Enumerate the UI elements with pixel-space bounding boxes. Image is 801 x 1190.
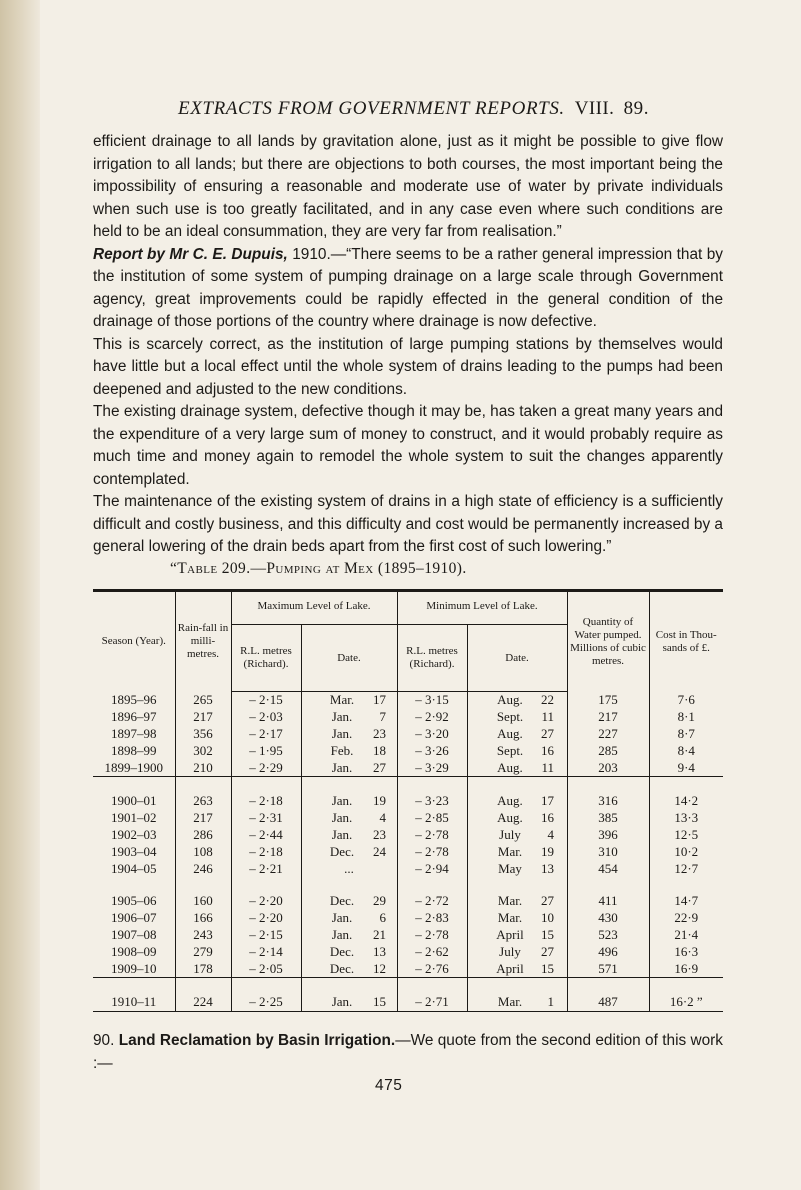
cell-day: 23 <box>373 826 386 842</box>
cell-rainfall: 108 <box>175 843 231 860</box>
table-row <box>93 943 723 960</box>
paragraph-dupuis-report <box>93 244 723 334</box>
page-gutter-shadow <box>0 0 40 1190</box>
cell-cost: 12·7 <box>649 860 723 877</box>
cell-month: Sept. <box>496 709 524 725</box>
table-row <box>93 759 723 776</box>
table-row <box>93 843 723 860</box>
cell-min-rl: – 2·78 <box>397 843 467 860</box>
cell-max-rl: – 2·05 <box>231 960 301 977</box>
cell-min-date <box>467 977 567 1011</box>
cell-max-rl: – 2·17 <box>231 726 301 743</box>
cell-season: 1906–07 <box>111 910 157 926</box>
cell-month: Mar. <box>497 893 523 909</box>
cell-season: 1904–05 <box>111 860 157 876</box>
cell-quantity: 396 <box>567 827 649 844</box>
table-row <box>93 860 723 877</box>
cell-month: Jan. <box>331 810 353 826</box>
header-max-date: Date. <box>301 625 397 692</box>
cell-month: Mar. <box>497 910 523 926</box>
table-row <box>93 692 723 709</box>
header-min-rl: R.L. metres (Richard). <box>397 625 467 692</box>
cell-day: 19 <box>541 843 554 859</box>
cell-season: 1896–97 <box>111 709 157 725</box>
cell-max-date <box>301 810 397 827</box>
cell-quantity: 316 <box>567 776 649 809</box>
cell-max-date <box>301 726 397 743</box>
section-90-text: —We quote from the second edition of this work :— <box>93 1032 724 1072</box>
cell-min-rl: – 2·92 <box>397 709 467 726</box>
cell-day: 27 <box>541 725 554 741</box>
table-caption <box>170 560 730 578</box>
cell-day: 29 <box>373 893 386 909</box>
cell-min-rl: – 2·72 <box>397 877 467 910</box>
cell-season: 1908–09 <box>111 943 157 959</box>
cell-cost: 10·2 <box>649 843 723 860</box>
cell-max-rl: – 2·18 <box>231 776 301 809</box>
cell-season: 1903–04 <box>111 843 157 859</box>
cell-quantity: 496 <box>567 943 649 960</box>
cell-day: 7 <box>379 709 386 725</box>
cell-month: Mar. <box>497 994 523 1010</box>
cell-day: 17 <box>373 692 386 708</box>
cell-rainfall: 178 <box>175 960 231 977</box>
cell-cost: 21·4 <box>649 927 723 944</box>
table-row <box>93 910 723 927</box>
cell-day: 19 <box>373 793 386 809</box>
header-cost: Cost in Thou-sands of £. <box>649 591 723 692</box>
folio-number: 475 <box>375 1077 403 1094</box>
cell-month: Sept. <box>496 742 524 758</box>
cell-season: 1897–98 <box>111 725 157 741</box>
cell-month: July <box>499 826 521 842</box>
cell-day: 1 <box>547 994 554 1010</box>
cell-cost: 8·1 <box>649 709 723 726</box>
cell-max-rl: – 2·29 <box>231 759 301 776</box>
cell-month: Dec. <box>329 960 355 976</box>
cell-quantity: 285 <box>567 742 649 759</box>
cell-min-date <box>467 692 567 709</box>
cell-max-date: ... <box>301 860 397 877</box>
cell-max-date <box>301 709 397 726</box>
cell-day: 27 <box>541 893 554 909</box>
cell-season: 1895–96 <box>111 692 157 708</box>
cell-cost: 14·2 <box>649 776 723 809</box>
cell-month: Aug. <box>497 692 523 708</box>
cell-min-date <box>467 960 567 977</box>
cell-day: 17 <box>541 793 554 809</box>
cell-cost: 12·5 <box>649 827 723 844</box>
cell-day: 4 <box>547 826 554 842</box>
cell-min-rl: – 2·76 <box>397 960 467 977</box>
cell-day: 4 <box>379 810 386 826</box>
cell-quantity: 487 <box>567 977 649 1011</box>
cell-min-rl: – 2·94 <box>397 860 467 877</box>
cell-cost: 22·9 <box>649 910 723 927</box>
cell-min-date <box>467 860 567 877</box>
cell-cost: 13·3 <box>649 810 723 827</box>
cell-max-rl: – 2·18 <box>231 843 301 860</box>
cell-day: 13 <box>541 860 554 876</box>
cell-month: Jan. <box>331 725 353 741</box>
paragraph-existing-system: The existing drainage system, defective though it may be, has taken a great many years and the expenditure of a very large sum of money to construct, and it would probably require as much time and money again to remodel the whole system to suit the changes apparently contemplated. <box>93 403 723 488</box>
cell-min-date <box>467 843 567 860</box>
cell-rainfall: 224 <box>175 977 231 1011</box>
cell-quantity: 217 <box>567 709 649 726</box>
pumping-table <box>93 589 723 1012</box>
cell-month: April <box>496 960 524 976</box>
body-text <box>93 131 723 559</box>
cell-min-rl: – 3·20 <box>397 726 467 743</box>
cell-cost: 14·7 <box>649 877 723 910</box>
table-row <box>93 742 723 759</box>
cell-quantity: 203 <box>567 759 649 776</box>
caption-title: Table 209.—Pumping at Mex <box>177 560 374 577</box>
table-row <box>93 709 723 726</box>
cell-rainfall: 217 <box>175 709 231 726</box>
cell-max-rl: – 2·44 <box>231 827 301 844</box>
table-row <box>93 776 723 809</box>
cell-day: 11 <box>541 709 554 725</box>
cell-min-date <box>467 927 567 944</box>
cell-max-date <box>301 977 397 1011</box>
cell-rainfall: 210 <box>175 759 231 776</box>
cell-quantity: 411 <box>567 877 649 910</box>
cell-rainfall: 217 <box>175 810 231 827</box>
cell-max-date <box>301 827 397 844</box>
cell-cost: 8·4 <box>649 742 723 759</box>
cell-max-rl: – 1·95 <box>231 742 301 759</box>
cell-max-rl: – 2·20 <box>231 877 301 910</box>
cell-day: 16 <box>541 742 554 758</box>
cell-season: 1910–11 <box>93 977 175 1011</box>
cell-min-date <box>467 726 567 743</box>
cell-month: April <box>496 926 524 942</box>
cell-max-rl: – 2·20 <box>231 910 301 927</box>
cell-min-rl: – 2·83 <box>397 910 467 927</box>
cell-cost: 7·6 <box>649 692 723 709</box>
running-header <box>178 98 650 120</box>
cell-rainfall: 356 <box>175 726 231 743</box>
section-90-heading: Land Reclamation by Basin Irrigation. <box>118 1032 396 1049</box>
cell-rainfall: 286 <box>175 827 231 844</box>
cell-season: 1901–02 <box>111 810 157 826</box>
cell-max-date <box>301 759 397 776</box>
cell-min-rl: – 2·71 <box>397 977 467 1011</box>
cell-day: 15 <box>541 926 554 942</box>
cell-quantity: 571 <box>567 960 649 977</box>
cell-max-date <box>301 877 397 910</box>
running-title: EXTRACTS FROM GOVERNMENT REPORTS. <box>178 98 565 119</box>
cell-rainfall: 302 <box>175 742 231 759</box>
cell-season: 1900–01 <box>111 793 157 809</box>
cell-month: Aug. <box>497 810 523 826</box>
table-row <box>93 960 723 977</box>
cell-month: Feb. <box>330 742 354 758</box>
caption-open-quote: “ <box>170 560 178 577</box>
cell-cost: 9·4 <box>649 759 723 776</box>
cell-max-rl: – 2·03 <box>231 709 301 726</box>
cell-max-rl: – 2·15 <box>231 692 301 709</box>
cell-season: 1907–08 <box>111 926 157 942</box>
cell-quantity: 385 <box>567 810 649 827</box>
cell-month: Mar. <box>497 843 523 859</box>
cell-min-date <box>467 910 567 927</box>
cell-min-date <box>467 877 567 910</box>
cell-max-date <box>301 843 397 860</box>
cell-rainfall: 160 <box>175 877 231 910</box>
cell-month: Jan. <box>331 793 353 809</box>
section-90-number: 90. <box>93 1032 115 1049</box>
cell-month: Jan. <box>331 759 353 775</box>
paragraph-maintenance: The maintenance of the existing system of drains in a high state of efficiency is a sufficiently difficult and costly business, and this difficulty and cost would be permanently increased by a general lowering of the drain beds apart from the first cost of such lowering.” <box>93 493 723 555</box>
cell-max-date <box>301 927 397 944</box>
table-body <box>93 692 723 1012</box>
cell-quantity: 310 <box>567 843 649 860</box>
cell-month: Jan. <box>331 994 353 1010</box>
cell-day: 23 <box>373 725 386 741</box>
cell-min-rl: – 2·85 <box>397 810 467 827</box>
caption-range: (1895–1910). <box>373 560 467 577</box>
header-min-level: Minimum Level of Lake. <box>397 591 567 625</box>
cell-cost: 8·7 <box>649 726 723 743</box>
cell-month: Jan. <box>331 910 353 926</box>
table-row <box>93 927 723 944</box>
cell-min-rl: – 2·62 <box>397 943 467 960</box>
cell-month: Aug. <box>497 725 523 741</box>
cell-min-rl: – 3·15 <box>397 692 467 709</box>
cell-day: 10 <box>541 910 554 926</box>
cell-max-date <box>301 960 397 977</box>
cell-rainfall: 243 <box>175 927 231 944</box>
cell-min-date <box>467 709 567 726</box>
cell-max-date <box>301 692 397 709</box>
cell-day: 11 <box>541 759 554 775</box>
cell-min-rl: – 2·78 <box>397 827 467 844</box>
header-min-date: Date. <box>467 625 567 692</box>
cell-month: Aug. <box>497 793 523 809</box>
cell-day: 13 <box>373 943 386 959</box>
cell-min-date <box>467 810 567 827</box>
cell-day: 12 <box>373 960 386 976</box>
cell-min-date <box>467 943 567 960</box>
cell-rainfall: 265 <box>175 692 231 709</box>
cell-rainfall: 166 <box>175 910 231 927</box>
report-quote: 1910.—“There seems to be a rather general impression that by the institution of some system of pumping drainage on a large scale through Government agency, great improvements could be rapidly effected in the general condition of the drainage of those portions of the country where drainage is now defective. <box>93 245 723 330</box>
cell-month: Jan. <box>331 709 353 725</box>
report-citation: Report by Mr C. E. Dupuis, <box>93 245 288 263</box>
cell-quantity: 227 <box>567 726 649 743</box>
cell-min-date <box>467 827 567 844</box>
page-number: 89. <box>623 98 650 119</box>
paragraph-continuation: efficient drainage to all lands by gravitation alone, just as it might be possible to give flow irrigation to all lands; but there are objections to both courses, the most important being the impossibility of ensuring a reasonable and moderate use of water by private individuals when such use is too greatly facilitated, and in any case even where such conditions are held to be an ideal consummation, they are very far from realisation.” <box>93 133 723 240</box>
cell-max-rl: – 2·25 <box>231 977 301 1011</box>
header-season: Season (Year). <box>93 591 175 692</box>
cell-min-rl: – 3·29 <box>397 759 467 776</box>
cell-max-date <box>301 776 397 809</box>
cell-month: Dec. <box>329 893 355 909</box>
header-max-level: Maximum Level of Lake. <box>231 591 397 625</box>
paragraph-pumping-stations: This is scarcely correct, as the institution of large pumping stations by themselves would have little but a local effect until the whole system of drains leading to the pumps had been deepened and adjusted to the new conditions. <box>93 335 723 398</box>
cell-month: Dec. <box>329 843 355 859</box>
cell-month: Jan. <box>331 926 353 942</box>
cell-max-date <box>301 742 397 759</box>
cell-max-rl: – 2·15 <box>231 927 301 944</box>
cell-quantity: 430 <box>567 910 649 927</box>
cell-day: 15 <box>373 994 386 1010</box>
cell-cost: 16·9 <box>649 960 723 977</box>
header-rainfall: Rain-fall in milli-metres. <box>175 591 231 692</box>
table-row <box>93 977 723 1011</box>
cell-rainfall: 279 <box>175 943 231 960</box>
section-90 <box>93 1030 723 1075</box>
header-max-rl: R.L. metres (Richard). <box>231 625 301 692</box>
cell-month: Jan. <box>331 826 353 842</box>
cell-month: July <box>499 943 521 959</box>
cell-day: 27 <box>373 759 386 775</box>
cell-min-date <box>467 759 567 776</box>
cell-rainfall: 246 <box>175 860 231 877</box>
cell-day: 18 <box>373 742 386 758</box>
cell-season: 1902–03 <box>111 826 157 842</box>
cell-cost: 16·3 <box>649 943 723 960</box>
table-row <box>93 827 723 844</box>
cell-min-rl: – 3·26 <box>397 742 467 759</box>
cell-season: 1898–99 <box>111 742 157 758</box>
cell-season: 1905–06 <box>111 893 157 909</box>
cell-season: 1899–1900 <box>93 759 175 776</box>
cell-min-date <box>467 742 567 759</box>
table-row <box>93 810 723 827</box>
cell-cost: 16·2 ” <box>649 977 723 1011</box>
cell-month: Aug. <box>497 759 523 775</box>
header-quantity: Quantity of Water pumped. Millions of cubic metres. <box>567 591 649 692</box>
cell-max-date <box>301 910 397 927</box>
cell-day: 24 <box>373 843 386 859</box>
cell-day: 6 <box>379 910 386 926</box>
cell-min-date <box>467 776 567 809</box>
cell-day: 27 <box>541 943 554 959</box>
cell-max-rl: – 2·31 <box>231 810 301 827</box>
cell-quantity: 454 <box>567 860 649 877</box>
cell-quantity: 175 <box>567 692 649 709</box>
section-number: VIII. <box>574 98 615 119</box>
table-row <box>93 877 723 910</box>
cell-month: Dec. <box>329 943 355 959</box>
cell-month: Mar. <box>329 692 355 708</box>
cell-max-date <box>301 943 397 960</box>
table-row <box>93 726 723 743</box>
cell-day: 16 <box>541 810 554 826</box>
cell-day: 15 <box>541 960 554 976</box>
cell-month: May <box>498 860 522 876</box>
cell-max-rl: – 2·14 <box>231 943 301 960</box>
cell-min-rl: – 3·23 <box>397 776 467 809</box>
cell-rainfall: 263 <box>175 776 231 809</box>
cell-max-rl: – 2·21 <box>231 860 301 877</box>
cell-min-rl: – 2·78 <box>397 927 467 944</box>
cell-day: 21 <box>373 926 386 942</box>
cell-day: 22 <box>541 692 554 708</box>
cell-quantity: 523 <box>567 927 649 944</box>
cell-season: 1909–10 <box>93 960 175 977</box>
